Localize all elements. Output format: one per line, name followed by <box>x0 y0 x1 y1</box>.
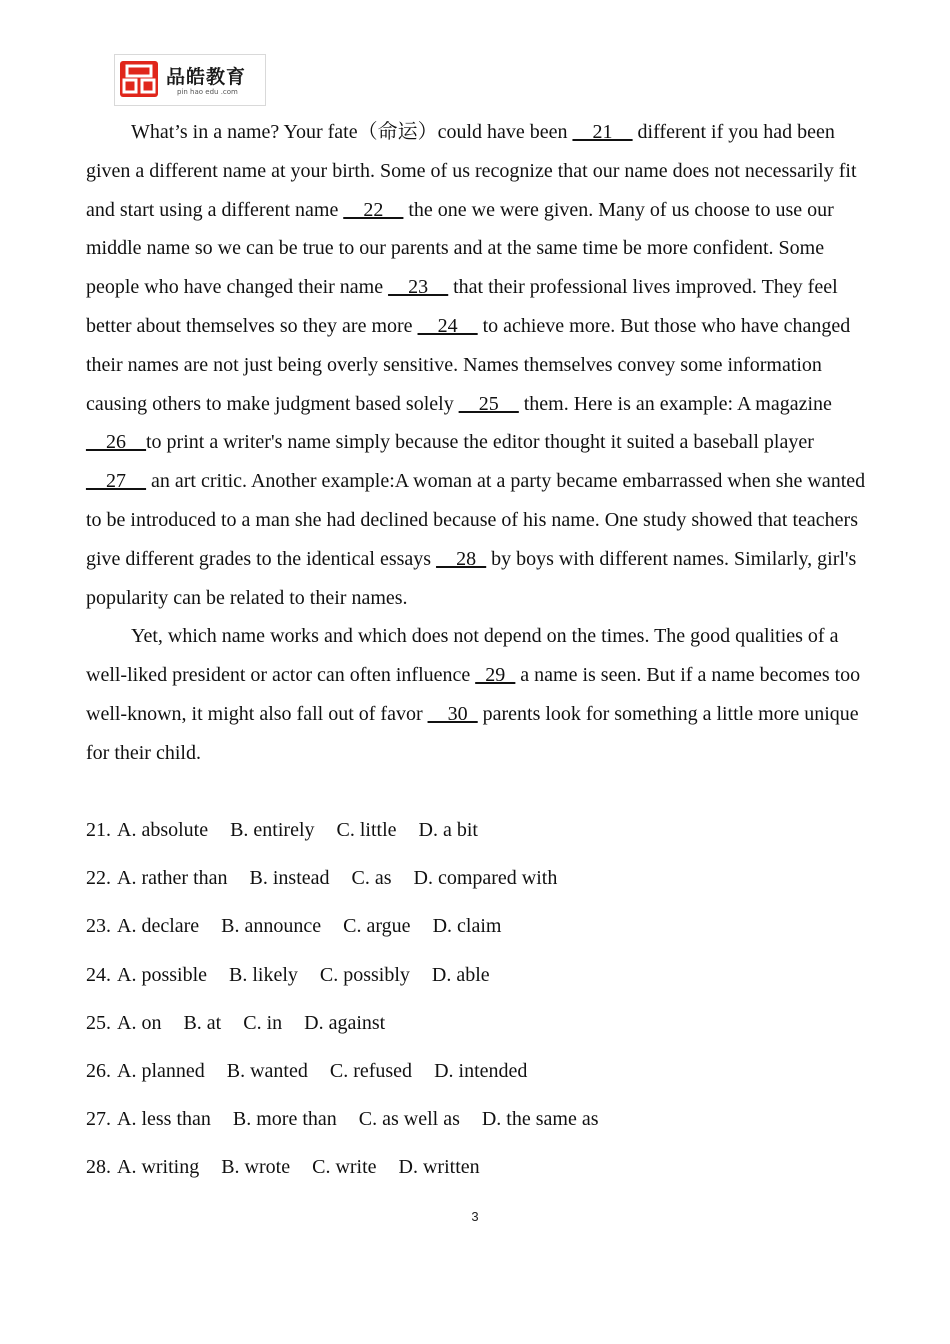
question-number: 27. <box>86 1108 111 1131</box>
question-list <box>86 811 871 1197</box>
passage-text: the one we were given. Many of us choose to use our middle name so we can be true to our parents and at the same time be more confident. Some people who have changed their name <box>86 198 834 299</box>
answer-option: D. against <box>304 1011 386 1034</box>
question-row <box>86 811 871 859</box>
passage-paragraph <box>86 617 871 772</box>
answer-option: A. possible <box>117 963 207 986</box>
answer-blank: __30_ <box>427 702 478 725</box>
answer-option: D. claim <box>432 915 502 938</box>
logo-mark-icon <box>119 60 159 98</box>
answer-option: B. at <box>183 1011 222 1034</box>
answer-blank: __26__ <box>86 431 146 454</box>
answer-blank: _29_ <box>475 664 516 687</box>
question-row <box>86 1004 871 1052</box>
answer-option: C. little <box>336 819 397 841</box>
question-row <box>86 1052 871 1100</box>
answer-option: A. less than <box>117 1108 211 1131</box>
answer-option: D. able <box>431 963 490 986</box>
answer-blank: __22__ <box>343 198 404 221</box>
question-number: 25. <box>86 1011 111 1034</box>
cloze-passage <box>86 113 871 773</box>
answer-option: B. wanted <box>226 1059 308 1082</box>
answer-blank: __21__ <box>572 121 633 143</box>
page-number: 3 <box>471 1209 479 1224</box>
passage-text: What’s in a name? Your fate（命运）could have been <box>131 121 573 143</box>
question-row <box>86 1100 871 1148</box>
passage-text: by boys with different names. Similarly, girl's popularity can be related to their names. <box>86 547 857 609</box>
question-row <box>86 859 871 907</box>
passage-text: parents look for something a little more unique for their child. <box>86 702 859 764</box>
answer-blank: __28_ <box>436 547 487 570</box>
answer-option: B. more than <box>232 1108 337 1131</box>
answer-option: C. argue <box>343 915 411 938</box>
answer-option: C. refused <box>329 1059 413 1082</box>
passage-paragraph <box>86 113 871 617</box>
passage-text: to achieve more. But those who have changed their names are not just being overly sensitive. Names themselves convey some information causing others to make judgment based solely <box>86 314 851 415</box>
answer-blank: __23__ <box>388 276 449 299</box>
question-row <box>86 1148 871 1196</box>
answer-option: A. rather than <box>117 867 228 890</box>
answer-blank: __24__ <box>417 314 478 337</box>
passage-text: them. Here is an example: A magazine <box>518 392 832 415</box>
answer-option: D. a bit <box>418 819 478 841</box>
answer-option: D. written <box>398 1156 480 1179</box>
brand-logo <box>114 54 266 106</box>
question-number: 26. <box>86 1059 111 1082</box>
passage-text: that their professional lives improved. They feel better about themselves so they are more <box>86 276 838 337</box>
answer-option: D. the same as <box>481 1108 599 1131</box>
answer-option: C. as well as <box>358 1108 460 1131</box>
answer-option: D. intended <box>434 1059 528 1082</box>
answer-option: A. writing <box>117 1156 200 1179</box>
answer-option: B. likely <box>229 963 298 986</box>
passage-text: to print a writer's name simply because the editor thought it suited a baseball player <box>146 431 814 454</box>
passage-text: Yet, which name works and which does not depend on the times. The good qualities of a well-liked president or actor can often influence <box>86 625 839 687</box>
question-number: 24. <box>86 963 111 986</box>
passage-text: a name is seen. But if a name becomes too well-known, it might also fall out of favor <box>86 664 861 725</box>
question-number: 21. <box>86 819 111 841</box>
answer-option: D. compared with <box>413 867 558 890</box>
answer-option: B. instead <box>249 867 330 890</box>
answer-option: B. announce <box>221 915 322 938</box>
logo-url: pin hao edu .com <box>177 88 238 96</box>
answer-option: A. absolute <box>117 819 209 841</box>
answer-blank: __27__ <box>86 470 146 493</box>
question-row <box>86 956 871 1004</box>
answer-option: C. possibly <box>319 963 410 986</box>
answer-option: A. declare <box>117 915 200 938</box>
answer-option: C. write <box>312 1156 377 1179</box>
question-number: 23. <box>86 915 111 938</box>
question-number: 22. <box>86 867 111 890</box>
answer-option: B. wrote <box>221 1156 291 1179</box>
answer-option: B. entirely <box>230 819 315 841</box>
passage-text: an art critic. Another example:A woman at a party became embarrassed when she wanted to be introduced to a man she had declined because of his name. One study showed that teachers give different grades to the identical essays <box>86 470 866 570</box>
answer-option: A. on <box>117 1011 162 1034</box>
logo-brand-name: 品皓教育 <box>166 66 247 88</box>
question-row <box>86 907 871 955</box>
passage-text: different if you had been given a different name at your birth. Some of us recognize that our name does not necessarily fit and start using a different name <box>86 121 857 221</box>
question-number: 28. <box>86 1156 111 1179</box>
answer-blank: __25__ <box>458 392 519 415</box>
answer-option: A. planned <box>117 1059 205 1082</box>
answer-option: C. as <box>351 867 392 890</box>
answer-option: C. in <box>243 1011 283 1034</box>
